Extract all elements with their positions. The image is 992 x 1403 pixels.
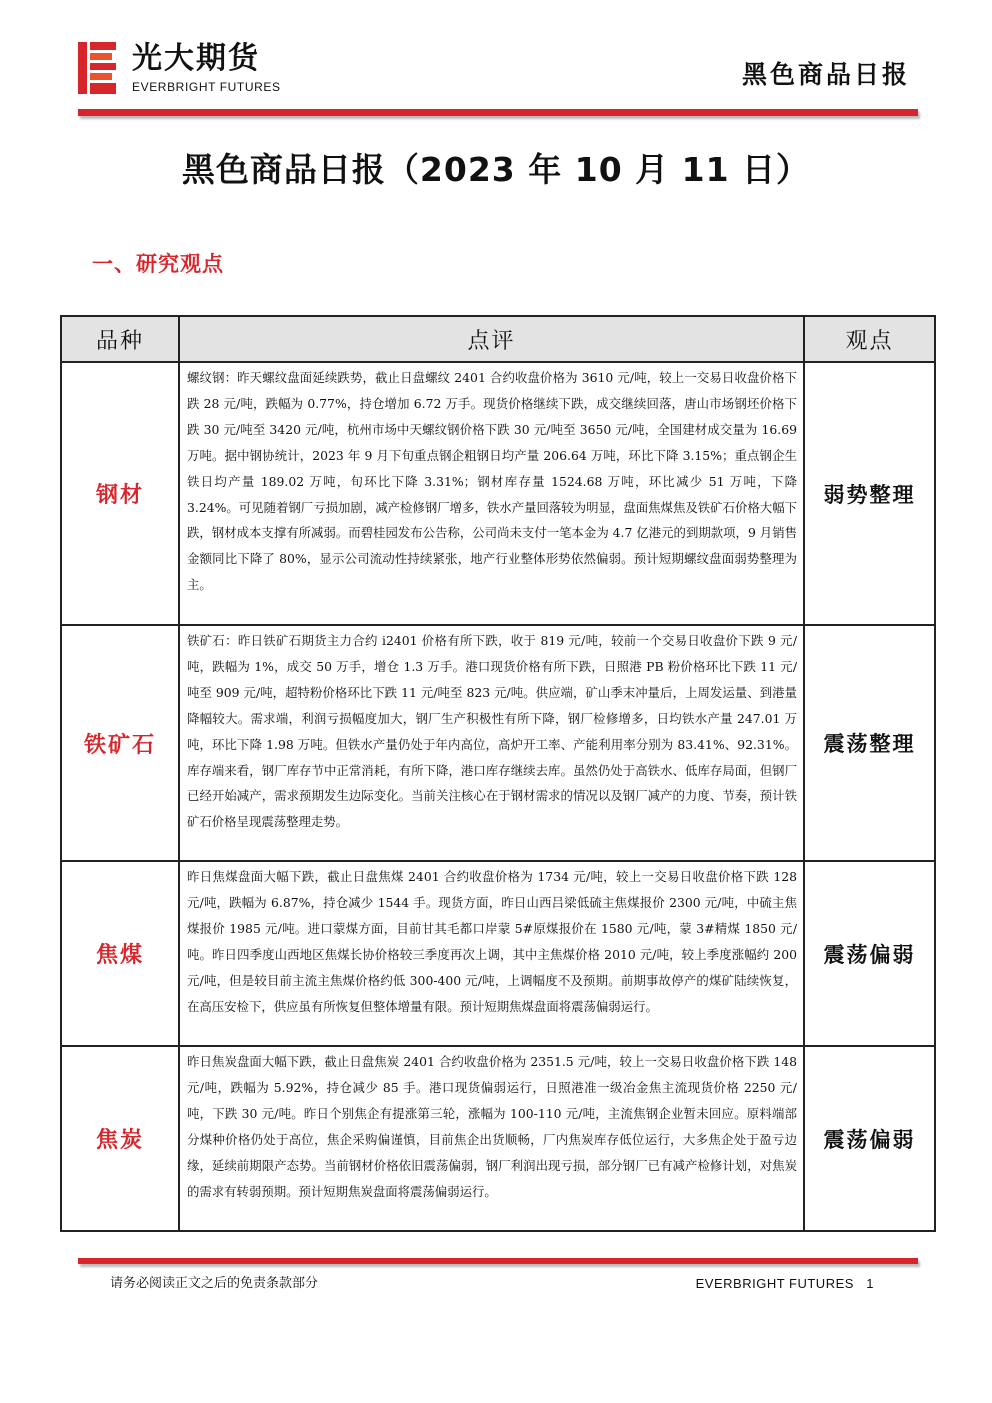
category-cell: 钢材 <box>61 362 179 625</box>
comment-cell: 昨日焦炭盘面大幅下跌，截止日盘焦炭 2401 合约收盘价格为 2351.5 元/吨，较上一交易日收盘价格下跌 148 元/吨，跌幅为 5.92%，持仓减少 85 手。港口现货偏弱运行，日照港准一级冶金焦主流现货价格 2250 元/吨，下跌 30 元/吨。昨日个别焦企有提涨第三轮，涨幅为 100-110 元/吨，主流焦钢企业暂未回应。原料端部分煤种价格仍处于高位，焦企采购偏谨慎，目前焦企出货顺畅，厂内焦炭库存低位运行，大多焦企处于盈亏边缘，延续前期限产态势。当前钢材价格依旧震荡偏弱，钢厂利润出现亏损，部分钢厂已有减产检修计划，对焦炭的需求有转弱预期。预计短期焦炭盘面将震荡偏弱运行。 <box>179 1046 804 1231</box>
table-header-row <box>61 316 935 362</box>
view-cell: 震荡偏弱 <box>804 1046 935 1231</box>
footer-brand-name: EVERBRIGHT FUTURES <box>695 1276 854 1291</box>
table-row <box>61 1046 935 1231</box>
comment-cell: 昨日焦煤盘面大幅下跌，截止日盘焦煤 2401 合约收盘价格为 1734 元/吨，较上一交易日收盘价格下跌 128 元/吨，跌幅为 6.87%，持仓减少 1544 手。现货方面，昨日山西吕梁低硫主焦煤报价 2300 元/吨，中硫主焦煤报价 1985 元/吨。进口蒙煤方面，目前甘其毛都口岸蒙 5#原煤报价在 1580 元/吨，蒙 3#精煤 1850 元/吨。昨日四季度山西地区焦煤长协价格较三季度再次上调，其中主焦煤价格 2010 元/吨，较上季度涨幅约 200 元/吨，但是较目前主流主焦煤价格约低 300-400 元/吨，上调幅度不及预期。前期事故停产的煤矿陆续恢复，在高压安检下，供应虽有所恢复但整体增量有限。预计短期焦煤盘面将震荡偏弱运行。 <box>179 861 804 1046</box>
view-cell: 震荡整理 <box>804 625 935 861</box>
research-view-table <box>60 315 936 1232</box>
comment-cell: 铁矿石：昨日铁矿石期货主力合约 i2401 价格有所下跌，收于 819 元/吨，较前一个交易日收盘价下跌 9 元/吨，跌幅为 1%，成交 50 万手，增仓 1.3 万手。港口现货价格有所下跌，日照港 PB 粉价格环比下跌 11 元/吨至 909 元/吨，超特粉价格环比下跌 11 元/吨至 823 元/吨。供应端，矿山季末冲量后，上周发运量、到港量降幅较大。需求端，利润亏损幅度加大，钢厂生产积极性有所下降，钢厂检修增多，日均铁水产量 247.01 万吨，环比下降 1.98 万吨。但铁水产量仍处于年内高位，高炉开工率、产能利用率分别为 83.41%、92.31%。库存端来看，钢厂库存节中正常消耗，有所下降，港口库存继续去库。虽然仍处于高铁水、低库存局面，但钢厂已经开始减产，需求预期发生边际变化。当前关注核心在于钢材需求的情况以及钢厂减产的力度、节奏，预计铁矿石价格呈现震荡整理走势。 <box>179 625 804 861</box>
page-number: 1 <box>866 1276 874 1291</box>
category-cell: 焦煤 <box>61 861 179 1046</box>
document-title: 黑色商品日报（2023 年 10 月 11 日） <box>181 150 811 189</box>
view-cell: 弱势整理 <box>804 362 935 625</box>
footer-divider <box>78 1258 918 1264</box>
column-header-comment: 点评 <box>179 316 804 362</box>
category-cell: 焦炭 <box>61 1046 179 1231</box>
column-header-view: 观点 <box>804 316 935 362</box>
everbright-logo-icon <box>78 42 118 94</box>
footer-disclaimer: 请务必阅读正文之后的免责条款部分 <box>110 1276 319 1291</box>
view-cell: 震荡偏弱 <box>804 861 935 1046</box>
column-header-category: 品种 <box>61 316 179 362</box>
footer-brand <box>696 1276 874 1292</box>
section-heading: 一、研究观点 <box>92 252 224 276</box>
header-divider <box>78 109 918 116</box>
comment-cell: 螺纹钢：昨天螺纹盘面延续跌势，截止日盘螺纹 2401 合约收盘价格为 3610 元/吨，较上一交易日收盘价格下跌 28 元/吨，跌幅为 0.77%，持仓增加 6.72 万手。现货价格继续下跌，成交继续回落，唐山市场钢坯价格下跌 30 元/吨至 3420 元/吨，杭州市场中天螺纹钢价格下跌 30 元/吨至 3650 元/吨，全国建材成交量为 16.69 万吨。据中钢协统计，2023 年 9 月下旬重点钢企粗钢日均产量 206.64 万吨，环比下降 3.15%；重点钢企生铁日均产量 189.02 万吨，旬环比下降 3.31%；钢材库存量 1524.68 万吨，环比减少 51 万吨，下降 3.24%。可见随着钢厂亏损加剧，减产检修钢厂增多，铁水产量回落较为明显，盘面焦煤焦及铁矿石价格大幅下跌，钢材成本支撑有所减弱。而碧桂园发布公告称，公司尚未支付一笔本金为 4.7 亿港元的到期款项，9 月销售金额同比下降了 80%，显示公司流动性持续紧张，地产行业整体形势依然偏弱。预计短期螺纹盘面弱势整理为主。 <box>179 362 804 625</box>
table-row <box>61 625 935 861</box>
brand-name-cn: 光大期货 <box>132 41 260 76</box>
table-row <box>61 362 935 625</box>
brand-name-en: EVERBRIGHT FUTURES <box>132 80 281 94</box>
report-type-label: 黑色商品日报 <box>741 60 910 89</box>
category-cell: 铁矿石 <box>61 625 179 861</box>
table-row <box>61 861 935 1046</box>
